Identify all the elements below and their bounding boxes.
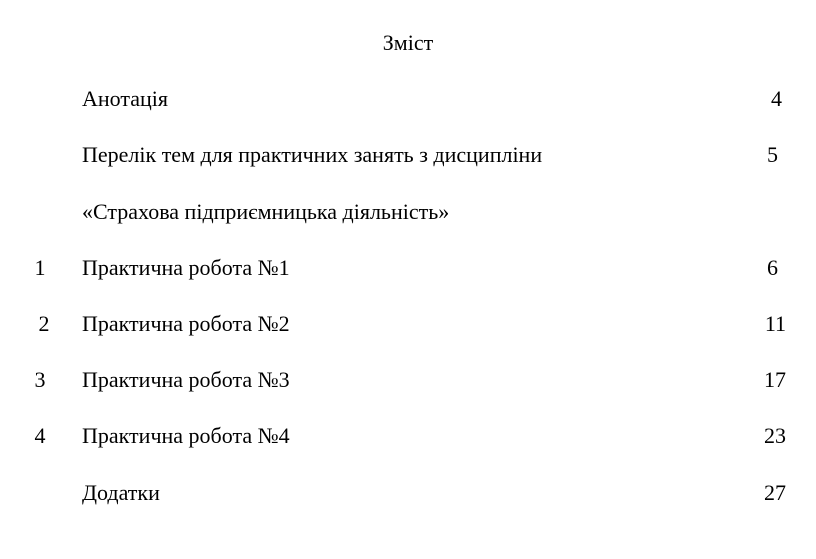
toc-entry-number: 2: [38, 311, 50, 336]
toc-entry-text: Додатки: [82, 480, 160, 505]
toc-entry-practical-3: [0, 365, 816, 395]
toc-entry-page: 11: [764, 311, 786, 336]
toc-entry-annotation: [0, 84, 816, 114]
toc-entry-text: Практична робота №1: [82, 255, 290, 280]
toc-entry-page: 17: [764, 367, 786, 392]
toc-entry-appendices: [0, 478, 816, 508]
toc-entry-text: Анотація: [82, 86, 169, 111]
toc-entry-practical-4: [0, 421, 816, 451]
toc-entry-number: 4: [34, 423, 46, 448]
toc-entry-text: Перелік тем для практичних занять з дисципліни: [82, 142, 543, 167]
toc-entry-text: Практична робота №4: [82, 423, 290, 448]
toc-entry-page: 4: [771, 86, 782, 111]
toc-entry-text: Практична робота №2: [82, 311, 290, 336]
toc-entry-page: 6: [767, 255, 778, 280]
toc-entry-practical-1: [0, 253, 816, 283]
toc-entry-page: 23: [764, 423, 786, 448]
page-title: Зміст: [382, 30, 434, 55]
toc-entry-page: 5: [767, 142, 778, 167]
toc-entry-number: 1: [34, 255, 46, 280]
toc-entry-text: Практична робота №3: [82, 367, 290, 392]
toc-entry-topics: [0, 140, 816, 170]
toc-entry-page: 27: [764, 480, 786, 505]
toc-entry-text: «Страхова підприємницька діяльність»: [82, 199, 450, 224]
toc-entry-number: 3: [34, 367, 46, 392]
toc-entry-topics-continued: [0, 197, 816, 227]
toc-entry-practical-2: [0, 309, 816, 339]
